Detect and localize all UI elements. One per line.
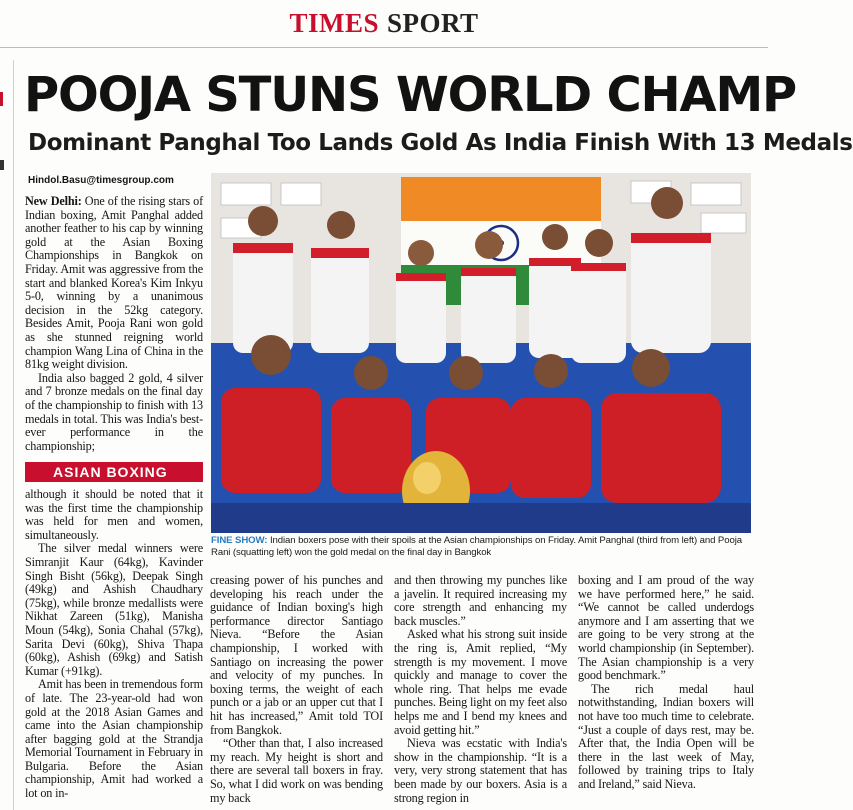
- masthead-section: SPORT: [386, 8, 479, 38]
- edge-marker: [0, 160, 4, 170]
- paragraph: Amit has been in tremendous form of late. The 23-year-old had won gold at the 2018 Asian Games and came into the Asian championship after bagging gold at the Strandja Memorial Tournament in February in Bulgaria. Before the Asian championship, Amit had worked a lot on in-: [25, 677, 203, 801]
- article-column-1-bottom: [25, 488, 203, 801]
- paragraph: “Other than that, I also increased my reach. My height is short and there are several tall boxers in fray. So, what I did work on was bending my back: [210, 736, 383, 805]
- paragraph: India also bagged 2 gold, 4 silver and 7 bronze medals on the final day of the championship to finish with 13 medals in total. This was India's best-ever performance in the championship;: [25, 370, 203, 453]
- photo-caption: [211, 535, 756, 559]
- team-photo: [211, 173, 751, 533]
- article-column-2: [210, 574, 383, 805]
- article-column-1-top: [25, 195, 203, 453]
- column-rule: [13, 60, 14, 810]
- article-column-4: [578, 574, 754, 792]
- byline[interactable]: Hindol.Basu@timesgroup.com: [28, 175, 174, 186]
- paragraph: Asked what his strong suit inside the ring is, Amit replied, “My strength is my movement. I move quickly and manage to cover the whole ring. That helps me evade punches. Being light on my feet also helps me and I bend my knees and avoid getting hit.”: [394, 627, 567, 737]
- paragraph: Nieva was ecstatic with India's show in the championship. “It is a very, very strong statement that has been made by our boxers. Asia is a strong region in: [394, 736, 567, 805]
- caption-lead: FINE SHOW:: [211, 535, 268, 546]
- paragraph: The silver medal winners were Simranjit Kaur (64kg), Kavinder Singh Bisht (56kg), Deepak Singh (49kg) and Ashish Chaudhary (75kg), while bronze medallists were Nikhat Zareen (51kg), Manisha Moun (54kg), Sonia Chahal (57kg), Sarita Devi (60kg), Shiva Thapa (60kg), Ashish (69kg) and Satish Kumar (+91kg).: [25, 541, 203, 678]
- headline: POOJA STUNS WORLD CHAMP: [24, 67, 796, 123]
- article-column-3: [394, 574, 567, 805]
- dateline: New Delhi:: [25, 194, 82, 208]
- paragraph: boxing and I am proud of the way we have performed here,” he said. “We cannot be called underdogs anymore and I am asserting that we are going to be very strong at the world championship (in September). The Asian championship is a very good benchmark.”: [578, 573, 754, 683]
- paragraph: One of the rising stars of Indian boxing, Amit Panghal added another feather to his cap by winning gold at the Asian Boxing Championships in Bangkok on Friday. Amit was aggressive from the start and blanked Korea's Kim Inkyu 5-0, winning by a unanimous decision in the 52kg category. Besides Amit, Pooja Rani won gold as she stunned reigning world champion Wang Lina of China in the 81kg weight division.: [25, 194, 203, 372]
- masthead-brand: TIMES: [289, 8, 379, 38]
- paragraph: The rich medal haul notwithstanding, Indian boxers will not have too much time to celebrate. “Just a couple of days rest, may be. After that, the India Open will be there in the last week of May, followed by training trips to Italy and Ireland,” said Nieva.: [578, 681, 754, 791]
- paragraph: and then throwing my punches like a javelin. It required increasing my core strength and enhancing my back muscles.”: [394, 573, 567, 628]
- team-photo-illustration: [211, 173, 751, 533]
- masthead-title: [0, 8, 768, 39]
- section-tag: ASIAN BOXING: [25, 462, 203, 482]
- paragraph: although it should be noted that it was the first time the championship was held for men and women, simultaneously.: [25, 487, 203, 542]
- paragraph: creasing power of his punches and developing his reach under the guidance of Indian boxing's high performance director Santiago Nieva. “Before the Asian championship, I worked with Santiago on increasing the power and velocity of my punches. In boxing terms, the weight of each punch or a jab or an upper cut that I hit has increased,” Amit told TOI from Bangkok.: [210, 573, 383, 737]
- edge-marker: [0, 92, 3, 106]
- caption-text: Indian boxers pose with their spoils at the Asian championships on Friday. Amit Panghal (third from left) and Pooja Rani (squatting left) won the gold medal on the final day in Bangkok: [211, 535, 742, 558]
- masthead: [0, 0, 768, 48]
- subheadline: Dominant Panghal Too Lands Gold As India Finish With 13 Medals: [28, 130, 853, 156]
